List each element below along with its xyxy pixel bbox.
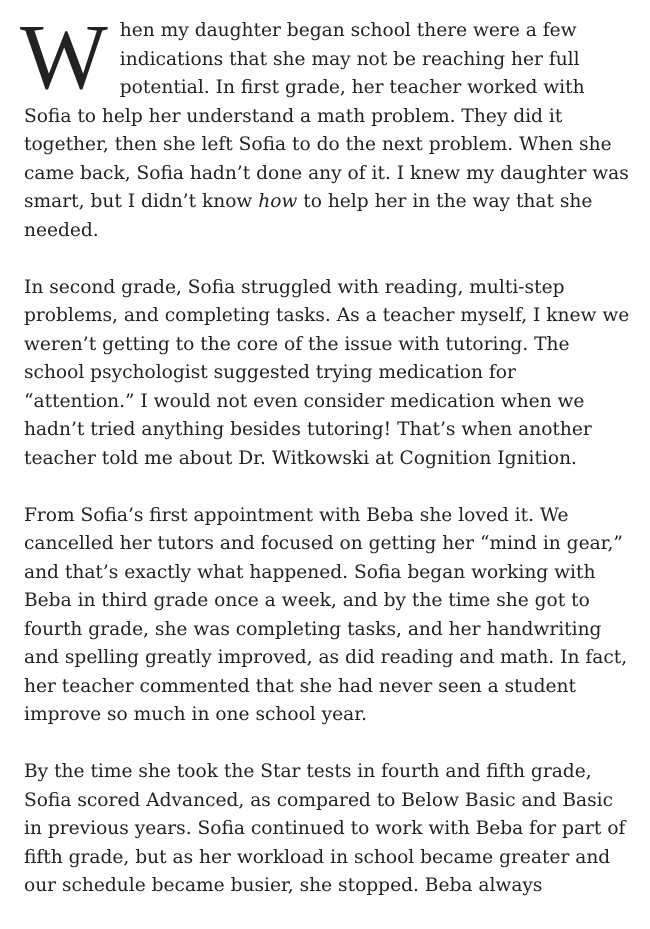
paragraph-1 (20, 6, 630, 245)
paragraph-1-text-b: to help her in the way that she needed. (24, 191, 593, 241)
paragraph-2: In second grade, Sofia struggled with reading, multi-step problems, and completing tasks. As a teacher myself, I knew we weren’t getting to the core of the issue with tutoring. The school psychologist suggested trying medication for “attention.” I would not even consider medication when we hadn’t tried anything besides tutoring! That’s when another teacher told me about Dr. Witkowski at Cognition Ignition. (24, 276, 630, 469)
paragraph-4: By the time she took the Star tests in fourth and fifth grade, Sofia scored Advanced, as compared to Below Basic and Basic in previous years. Sofia continued to work with Beba for part of fifth grade, but as her workload in school became greater and our schedule became busier, she stopped. Beba always (24, 761, 626, 896)
paragraph-1-emphasis: how (258, 191, 298, 212)
paragraph-1-text-a: hen my daughter began school there were a few indications that she may not be reaching her full potential. In first grade, her teacher worked with Sofia to help her understand a math problem. They did it together, then she left Sofia to do the next problem. When she came back, Sofia hadn’t done any of it. I knew my daughter was smart, but I didn’t know (24, 20, 629, 212)
article-body (20, 6, 630, 929)
paragraph-3: From Sofia’s first appointment with Beba she loved it. We cancelled her tutors and focused on getting her “mind in gear,” and that’s exactly what happened. Sofia began working with Beba in third grade once a week, and by the time she got to fourth grade, she was completing tasks, and her handwriting and spelling greatly improved, as did reading and math. In fact, her teacher commented that she had never seen a student improve so much in one school year. (24, 504, 628, 725)
drop-cap: W (20, 6, 108, 109)
